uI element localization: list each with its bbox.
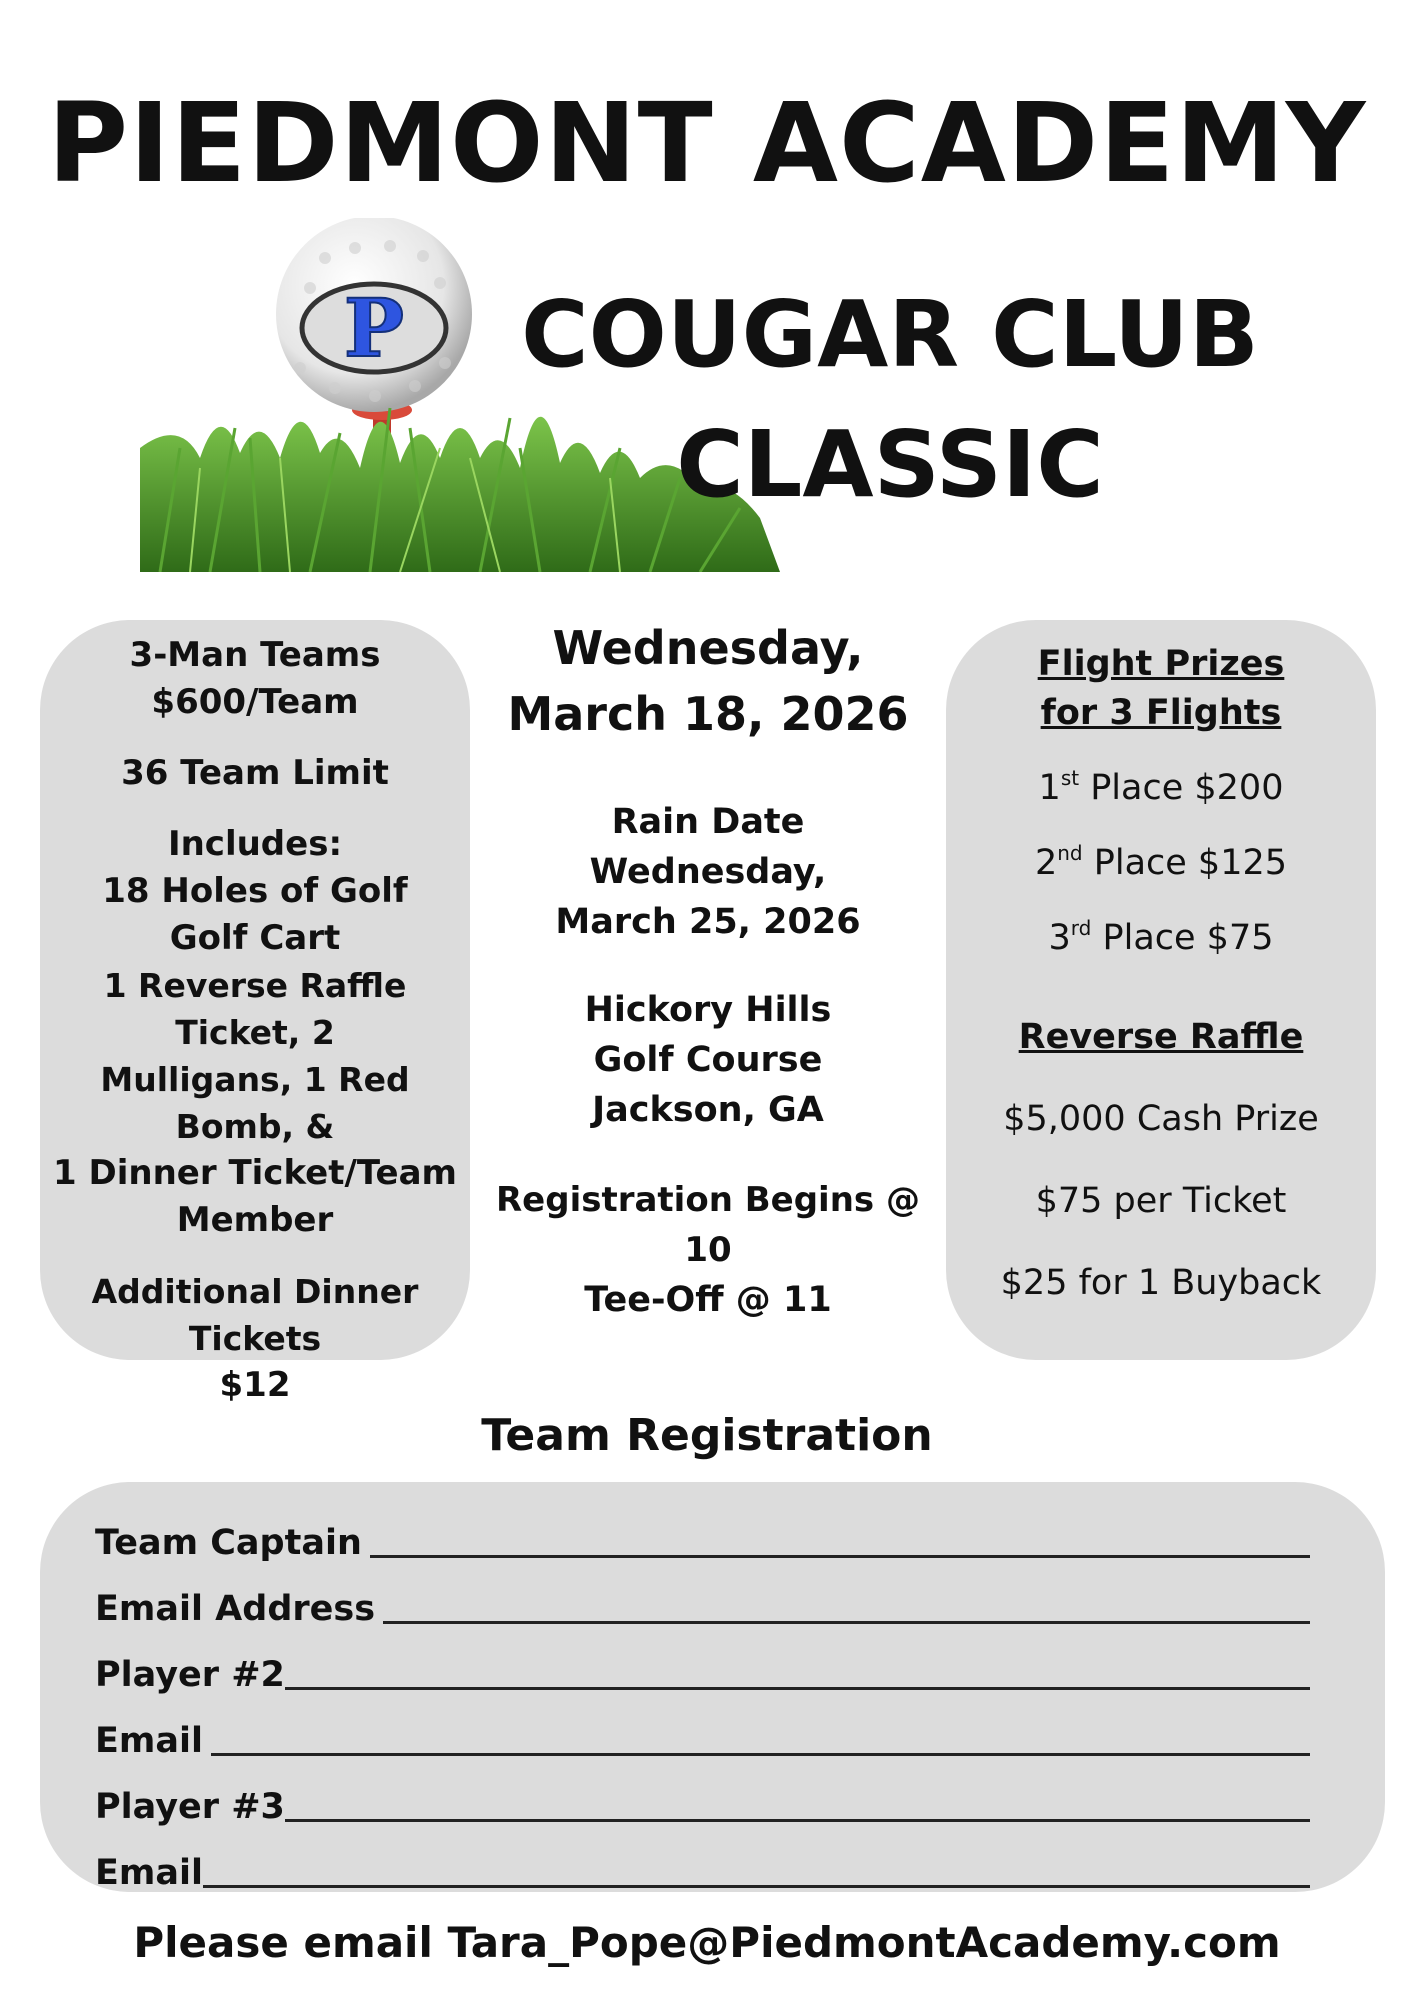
team-captain-field[interactable] bbox=[95, 1500, 1310, 1566]
additional-dinner-price: $12 bbox=[219, 1365, 291, 1405]
team-captain-blank[interactable] bbox=[370, 1515, 1310, 1558]
prize-rank: 3 bbox=[1048, 918, 1071, 958]
additional-dinner-label: Additional Dinner Tickets bbox=[91, 1272, 419, 1358]
p-logo-letter: P bbox=[343, 281, 405, 375]
team-price: $600/Team bbox=[151, 682, 359, 722]
event-title-line2: CLASSIC bbox=[676, 411, 1104, 518]
additional-dinner-tickets bbox=[40, 1268, 470, 1409]
rain-date-weekday: Wednesday, bbox=[589, 852, 827, 892]
field-label: Email bbox=[95, 1721, 203, 1761]
event-schedule bbox=[470, 1175, 946, 1325]
tee-off-time: Tee-Off @ 11 bbox=[584, 1280, 832, 1320]
school-name-title: PIEDMONT ACADEMY bbox=[47, 79, 1367, 207]
flight-prizes-heading: Flight Prizes bbox=[1037, 644, 1285, 684]
prize-rank-suffix: rd bbox=[1070, 916, 1092, 940]
list-item: 1 Dinner Ticket/Team bbox=[53, 1153, 457, 1193]
includes-heading: Includes: bbox=[167, 824, 343, 864]
player-2-email-field[interactable] bbox=[95, 1698, 1310, 1764]
raffle-ticket-price: $75 per Ticket bbox=[1035, 1181, 1287, 1221]
raffle-buyback-price: $25 for 1 Buyback bbox=[1000, 1263, 1322, 1303]
location-venue-type: Golf Course bbox=[593, 1040, 823, 1080]
team-size: 3-Man Teams bbox=[129, 635, 381, 675]
prizes-panel bbox=[946, 620, 1376, 1360]
player-2-field[interactable] bbox=[95, 1632, 1310, 1698]
event-title bbox=[500, 270, 1280, 530]
registration-time: Registration Begins @ 10 bbox=[496, 1180, 920, 1270]
event-date-day: March 18, 2026 bbox=[507, 687, 909, 741]
player-3-email-field[interactable] bbox=[95, 1830, 1310, 1896]
team-registration-form bbox=[40, 1482, 1385, 1892]
list-item: Mulligans, 1 Red Bomb, & bbox=[100, 1060, 410, 1146]
player-2-email-blank[interactable] bbox=[211, 1713, 1310, 1756]
player-2-blank[interactable] bbox=[285, 1647, 1310, 1690]
field-label: Player #2 bbox=[95, 1655, 285, 1695]
field-label: Team Captain bbox=[95, 1523, 362, 1563]
list-item: 18 Holes of Golf bbox=[102, 871, 408, 911]
list-item: Golf Cart bbox=[169, 918, 341, 958]
flight-prizes-subheading: for 3 Flights bbox=[1040, 693, 1282, 733]
team-limit-block bbox=[40, 750, 470, 797]
player-3-email-blank[interactable] bbox=[203, 1845, 1310, 1888]
player-3-blank[interactable] bbox=[285, 1779, 1310, 1822]
email-address-blank[interactable] bbox=[383, 1581, 1310, 1624]
list-item: Member bbox=[176, 1200, 334, 1240]
field-label: Email bbox=[95, 1853, 203, 1893]
team-pricing bbox=[40, 632, 470, 726]
prize-rank-suffix: nd bbox=[1057, 841, 1083, 865]
raffle-cash-prize: $5,000 Cash Prize bbox=[1003, 1099, 1319, 1139]
prize-first-place bbox=[946, 763, 1376, 813]
prize-rank: 1 bbox=[1038, 768, 1061, 808]
prize-rank: 2 bbox=[1034, 843, 1058, 883]
event-location bbox=[470, 985, 946, 1135]
contact-email-footer: Please email Tara_Pope@PiedmontAcademy.com bbox=[133, 1918, 1281, 1967]
prize-rank-suffix: st bbox=[1060, 766, 1080, 790]
rain-date-day: March 25, 2026 bbox=[555, 902, 861, 942]
field-label: Player #3 bbox=[95, 1787, 285, 1827]
prize-amount: Place $200 bbox=[1079, 768, 1284, 808]
prize-third-place bbox=[946, 913, 1376, 963]
reverse-raffle-heading: Reverse Raffle bbox=[1018, 1017, 1304, 1057]
location-venue: Hickory Hills bbox=[584, 990, 832, 1030]
prize-amount: Place $125 bbox=[1082, 843, 1288, 883]
email-address-field[interactable] bbox=[95, 1566, 1310, 1632]
team-registration-heading: Team Registration bbox=[481, 1410, 933, 1461]
team-limit: 36 Team Limit bbox=[121, 753, 389, 793]
player-3-field[interactable] bbox=[95, 1764, 1310, 1830]
prize-second-place bbox=[946, 838, 1376, 888]
includes-list bbox=[40, 821, 470, 1244]
rain-date-label: Rain Date bbox=[611, 802, 805, 842]
event-date-weekday: Wednesday, bbox=[552, 621, 864, 675]
event-details bbox=[470, 615, 946, 1325]
list-item: 1 Reverse Raffle Ticket, 2 bbox=[103, 966, 407, 1052]
team-info-panel bbox=[40, 620, 470, 1405]
field-label: Email Address bbox=[95, 1589, 376, 1629]
location-city: Jackson, GA bbox=[592, 1090, 824, 1130]
event-date bbox=[470, 615, 946, 747]
rain-date bbox=[470, 797, 946, 947]
prize-amount: Place $75 bbox=[1091, 918, 1274, 958]
event-title-line1: COUGAR CLUB bbox=[521, 281, 1259, 388]
